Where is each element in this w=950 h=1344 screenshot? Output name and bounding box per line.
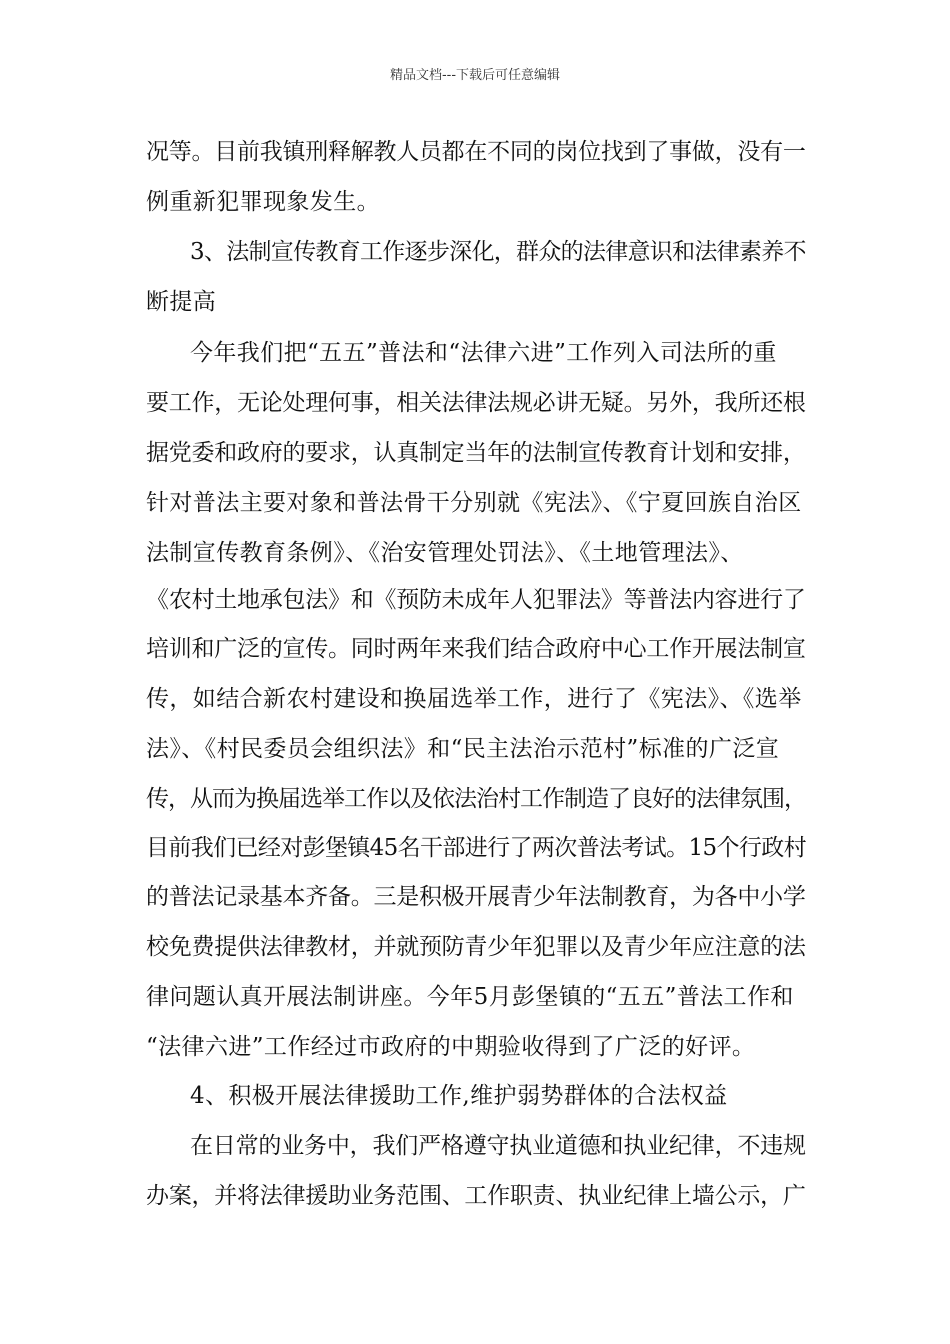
text-line: 在日常的业务中，我们严格遵守执业道德和执业纪律，不违规 — [190, 1133, 806, 1159]
text-line: 律问题认真开展法制讲座。今年5月彭堡镇的“五五”普法工作和 — [146, 984, 794, 1010]
text-line: 传，如结合新农村建设和换届选举工作，进行了《宪法》、《选举 — [146, 686, 802, 712]
text-line: 法》、《村民委员会组织法》和“民主法治示范村”标准的广泛宣 — [146, 736, 780, 762]
text-line: 目前我们已经对彭堡镇45名干部进行了两次普法考试。15个行政村 — [146, 835, 806, 861]
text-line: 法制宣传教育条例》、《治安管理处罚法》、《土地管理法》、 — [146, 540, 744, 566]
text-line: 例重新犯罪现象发生。 — [146, 189, 380, 215]
text-line: 培训和广泛的宣传。同时两年来我们结合政府中心工作开展法制宣 — [146, 636, 806, 662]
text-line: 据党委和政府的要求，认真制定当年的法制宣传教育计划和安排， — [146, 440, 806, 466]
section-heading: 4、积极开展法律援助工作,维护弱势群体的合法权益 — [190, 1083, 728, 1109]
text-line: 要工作，无论处理何事，相关法律法规必讲无疑。另外，我所还根 — [146, 390, 806, 416]
text-line: 针对普法主要对象和普法骨干分别就《宪法》、《宁夏回族自治区 — [146, 490, 802, 516]
text-line: 况等。目前我镇刑释解教人员都在不同的岗位找到了事做，没有一 — [146, 139, 806, 165]
text-line: 今年我们把“五五”普法和“法律六进”工作列入司法所的重 — [190, 340, 777, 366]
page-header: 精品文档---下载后可任意编辑 — [389, 68, 561, 83]
text-line: 《农村土地承包法》和《预防未成年人犯罪法》等普法内容进行了 — [146, 587, 806, 613]
text-line: 的普法记录基本齐备。三是积极开展青少年法制教育，为各中小学 — [146, 884, 806, 910]
text-line: “法律六进”工作经过市政府的中期验收得到了广泛的好评。 — [146, 1034, 756, 1060]
section-heading: 3、法制宣传教育工作逐步深化，群众的法律意识和法律素养不 — [190, 239, 806, 265]
text-line: 办案，并将法律援助业务范围、工作职责、执业纪律上墙公示，广 — [146, 1183, 806, 1209]
text-line: 校免费提供法律教材，并就预防青少年犯罪以及青少年应注意的法 — [146, 934, 806, 960]
text-line: 传，从而为换届选举工作以及依法治村工作制造了良好的法律氛围， — [146, 786, 806, 812]
section-heading: 断提高 — [146, 289, 217, 315]
